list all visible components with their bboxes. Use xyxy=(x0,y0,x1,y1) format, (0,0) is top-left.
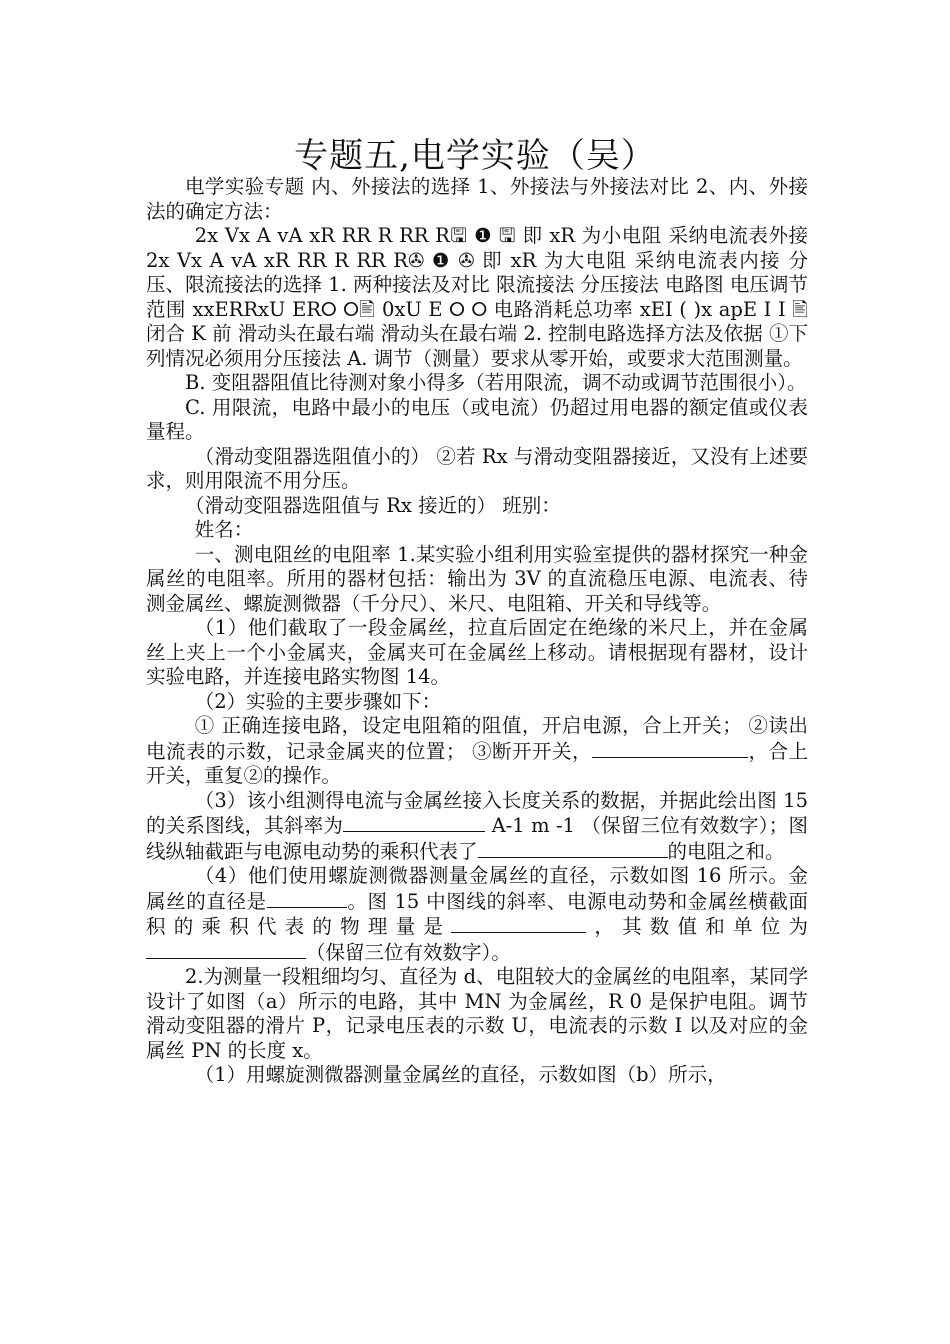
paragraph-intro: 电学实验专题 内、外接法的选择 1、外接法与外接法对比 2、内、外接法的确定方法： xyxy=(146,175,808,223)
paragraph-q1-part2: （2）实验的主要步骤如下： xyxy=(194,689,442,713)
part3-end-text: 的电阻之和。 xyxy=(667,839,785,863)
answer-blank-diameter xyxy=(267,889,347,908)
page-title: 专题五,电学实验（吴） xyxy=(294,136,656,176)
paragraph-connection-methods: 2x Vx A vA xR RR R RR R🖫 ❶ 🖫 即 xR 为小电阻 采纳电流表外接 2x Vx A vA xR RR R RR R✇ ❶ ✇ 即 xR 为大电阻 采纳电流表内接 分压、限流接法的选择 1. 两种接法及对比 限流接法 分压接法 电路图 电压调节范围 xxERRxU ER⭘ ⭘🖹 0xU E ⭘ ⭘ 电路消耗总功率 xEI ( )x apE I I 🖹 闭合 K 前 滑动头在最右端 滑动头在最右端 2. 控制电路选择方法及依据 ①下列情况必须用分压接法 A. 调节（测量）要求从零开始，或要求大范围测量。 xyxy=(146,224,808,370)
part4-end-text: （保留三位有效数字）。 xyxy=(306,940,511,964)
steps-text-end: ，合上开关，重复②的操作。 xyxy=(146,739,808,787)
part4-mid-text: 。图 15 中图线的斜率、电源电动势和金属丝横截面积的乘积代表的物理量是 xyxy=(146,889,808,938)
answer-blank-intercept xyxy=(478,839,558,858)
answer-blank-quantity xyxy=(451,914,586,933)
paragraph-q2-part1: （1）用螺旋测微器测量金属丝的直径，示数如图（b）所示， xyxy=(194,1063,727,1086)
paragraph-question-2: 2.为测量一段粗细均匀、直径为 d、电阻较大的金属丝的电阻率，某同学设计了如图（a）所示的电路，其中 MN 为金属丝，R 0 是保护电阻。调节滑动变阻器的滑片 P，记录电压表的示数 U，电流表的示数 I 以及对应的金属丝 PN 的长度 x。 xyxy=(146,965,808,1062)
paragraph-option-b: B. 变阻器阻值比待测对象小得多（若用限流，调不动或调节范围很小）。 xyxy=(185,371,807,394)
paragraph-name: 姓名： xyxy=(194,518,254,541)
paragraph-rheostat-close: （滑动变阻器选阻值与 Rx 接近的） 班别： xyxy=(185,493,561,517)
part4-unit-text: ，其数值和单位为 xyxy=(586,915,808,938)
paragraph-q1-steps xyxy=(146,714,808,789)
document-body xyxy=(146,175,808,1088)
answer-blank-slope xyxy=(343,813,485,832)
part3-unit-text: A-1 m -1 （保留三位有效数字）；图线纵轴截距与电源电动势的乘积代表了 xyxy=(146,814,808,863)
paragraph-option-c: C. 用限流，电路中最小的电压（或电流）仍超过用电器的额定值或仪表量程。 xyxy=(146,395,808,443)
paragraph-rheostat-small: （滑动变阻器选阻值小的） ②若 Rx 与滑动变阻器接近，又没有上述要求，则用限流不用分压。 xyxy=(146,444,808,492)
steps-text: ① 正确连接电路，设定电阻箱的阻值，开启电源，合上开关； ②读出电流表的示数，记录金属夹的位置； ③断开开关， xyxy=(146,714,808,763)
paragraph-q1-part4 xyxy=(146,864,808,965)
paragraph-question-1: 一、测电阻丝的电阻率 1.某实验小组利用实验室提供的器材探究一种金属丝的电阻率。所用的器材包括：输出为 3V 的直流稳压电源、电流表、待测金属丝、螺旋测微器（千分尺）、米尺、电阻箱、开关和导线等。 xyxy=(146,542,808,615)
part4-text: （4）他们使用螺旋测微器测量金属丝的直径，示数如图 16 所示。金属丝的直径是 xyxy=(146,864,808,913)
answer-blank xyxy=(670,739,748,758)
answer-blank xyxy=(592,739,670,758)
paragraph-q1-part3 xyxy=(146,789,808,865)
answer-blank-value xyxy=(146,940,306,959)
part3-text: （3）该小组测得电流与金属丝接入长度关系的数据，并据此绘出图 15 的关系图线，其斜率为 xyxy=(146,788,808,837)
paragraph-q1-part1: （1）他们截取了一段金属丝，拉直后固定在绝缘的米尺上，并在金属丝上夹上一个小金属夹，金属夹可在金属丝上移动。请根据现有器材，设计实验电路，并连接电路实物图 14。 xyxy=(146,616,808,688)
answer-blank-intercept-2 xyxy=(558,839,668,858)
